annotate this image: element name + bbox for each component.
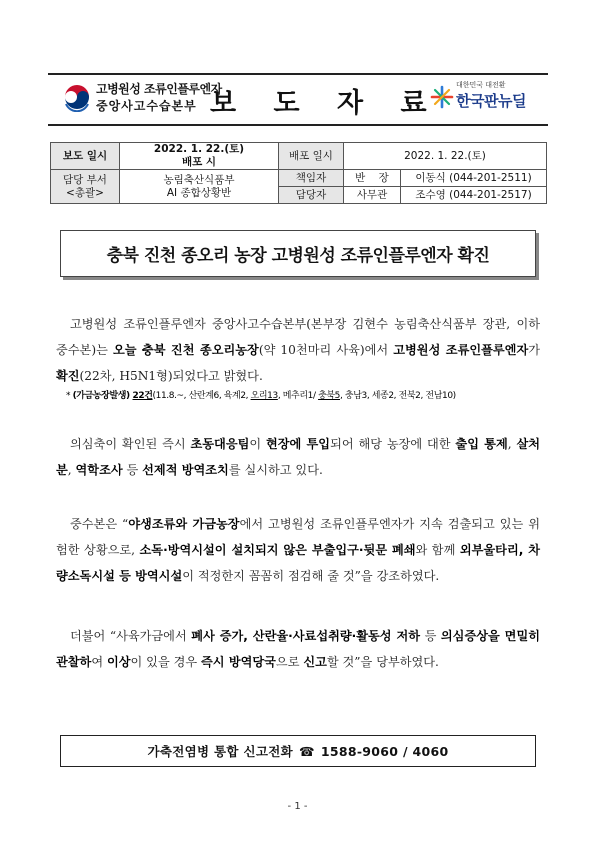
p2-text-3: 되어 해당 농장에 대한	[330, 437, 456, 451]
embargo-value	[120, 143, 279, 170]
staff-label: 담당자	[279, 187, 344, 204]
note-detail-1: (11.8.~, 산란계6, 육계2,	[152, 391, 251, 401]
org-name-line2: 중앙사고수습본부	[96, 99, 197, 113]
staff-title: 사무관	[344, 187, 401, 204]
p1-text-2: (약 10천마리 사육)에서	[258, 343, 394, 357]
p2-bold-5: 역학조사	[75, 463, 123, 477]
note-detail-2: , 메추리1/	[277, 391, 319, 401]
headline-text: 충북 진천 종오리 농장 고병원성 조류인플루엔자 확진	[106, 246, 490, 266]
note-category: (가금농장발생)	[72, 391, 133, 401]
responsible-label: 책임자	[279, 170, 344, 187]
p2-bold-4: 살처분	[56, 437, 540, 477]
p2-text-7: 를 실시하고 있다.	[228, 463, 323, 477]
headline-box	[60, 230, 536, 277]
p2-text-5: ,	[67, 463, 76, 477]
p2-text-4: ,	[507, 437, 517, 451]
p2-text-1: 의심축이 확인된 즉시	[70, 437, 191, 451]
dept-label-line2: <총괄>	[66, 186, 104, 199]
org-name-line1: 고병원성 조류인플루엔자	[96, 82, 222, 96]
embargo-date: 2022. 1. 22.(토)	[153, 143, 245, 155]
p4-text-1: 더불어 “사육가금에서	[70, 629, 192, 643]
p4-bold-3: 이상	[106, 655, 131, 669]
ministry-logo	[62, 80, 222, 116]
p1-text-3: 가	[528, 343, 541, 357]
release-label: 배포 일시	[279, 143, 344, 170]
release-info-table	[50, 142, 547, 204]
phone-icon: ☎	[298, 743, 315, 759]
p4-bold-5: 신고	[303, 655, 327, 669]
dept-value-line1: 농림축산식품부	[163, 173, 235, 186]
p4-bold-2: 의심증상을 면밀히 관찰하	[56, 629, 541, 669]
brand-tagline: 대한민국 대전환	[456, 81, 506, 89]
p3-bold-1: 야생조류와 가금농장	[128, 517, 240, 531]
note-asterisk: *	[66, 391, 73, 401]
responsible-title: 반 장	[344, 170, 401, 187]
dept-value	[120, 170, 279, 204]
embargo-time: 배포 시	[181, 156, 217, 168]
p1-bold-2: 고병원성 조류인플루엔자	[393, 343, 529, 357]
staff-contact: 조수영 (044-201-2517)	[401, 187, 547, 204]
p1-bold-3: 확진	[56, 369, 80, 383]
p4-text-5: 으로	[275, 655, 304, 669]
paragraph-3	[56, 511, 540, 589]
responsible-contact: 이동식 (044-201-2511)	[401, 170, 547, 187]
p2-bold-1: 초동대응팀	[190, 437, 250, 451]
p4-text-4: 이 있을 경우	[130, 655, 202, 669]
p1-bold-1: 오늘 충북 진천 종오리농장	[112, 343, 259, 357]
paragraph-2	[56, 431, 540, 483]
p3-text-3: 와 함께	[415, 543, 460, 557]
p3-bold-3: 외부울타리, 차량소독시설 등 방역시설	[56, 543, 541, 583]
outbreak-footnote	[66, 388, 546, 401]
dept-value-line2: AI 종합상황반	[166, 186, 232, 199]
p4-text-6: 할 것”을 당부하였다.	[326, 655, 439, 669]
new-deal-mark-icon	[430, 85, 454, 109]
p3-text-1: 중수본은 “	[70, 517, 129, 531]
page-number: - 1 -	[287, 801, 308, 812]
p3-bold-2: 소독·방역시설이 설치되지 않은 부출입구·뒷문 폐쇄	[139, 543, 416, 557]
p4-bold-4: 즉시 방역당국	[201, 655, 276, 669]
note-chungbuk: 충북5	[318, 391, 340, 401]
p2-bold-3: 출입 통제	[455, 437, 508, 451]
p1-text-4: (22차, H5N1형)되었다고 밝혔다.	[79, 369, 263, 383]
p4-bold-1: 폐사 증가, 산란율·사료섭취량·활동성 저하	[191, 629, 421, 643]
paragraph-1	[56, 311, 540, 389]
p4-text-3: 여	[91, 655, 107, 669]
note-total: 22건	[132, 391, 153, 401]
p4-text-2: 등	[420, 629, 441, 643]
note-detail-3: , 충남3, 세종2, 전북2, 전남10)	[339, 391, 456, 401]
dept-label-line1: 담당 부서	[63, 173, 107, 186]
p2-bold-2: 현장에 투입	[266, 437, 331, 451]
dept-label	[51, 170, 120, 204]
press-release-title: 보 도 자 료	[210, 88, 441, 119]
hotline-label: 가축전염병 통합 신고전화	[147, 744, 293, 759]
paragraph-4	[56, 623, 540, 675]
release-value: 2022. 1. 22.(토)	[344, 143, 547, 170]
p2-text-2: 이	[249, 437, 266, 451]
brand-name: 한국판뉴딜	[456, 92, 526, 110]
p1-text-1: 고병원성 조류인플루엔자 중앙사고수습본부(본부장 김현수 농림축산식품부 장관, 이하 중수본)는	[56, 317, 540, 357]
korean-new-deal-logo	[430, 80, 550, 116]
p3-text-2: 에서 고병원성 조류인플루엔자가 지속 검출되고 있는 위험한 상황으로,	[56, 517, 541, 557]
p3-text-4: 이 적정한지 꼼꼼히 점검해 줄 것”을 강조하였다.	[182, 569, 440, 583]
header-bottom-rule	[48, 124, 548, 126]
embargo-label: 보도 일시	[51, 143, 120, 170]
p2-bold-6: 선제적 방역조치	[142, 463, 229, 477]
header-top-rule	[48, 73, 548, 75]
note-duck: 오리13	[250, 391, 278, 401]
hotline-number: 1588-9060 / 4060	[320, 743, 449, 759]
taegeuk-emblem-icon	[62, 82, 92, 112]
p2-text-6: 등	[122, 463, 143, 477]
hotline-box	[60, 735, 536, 767]
